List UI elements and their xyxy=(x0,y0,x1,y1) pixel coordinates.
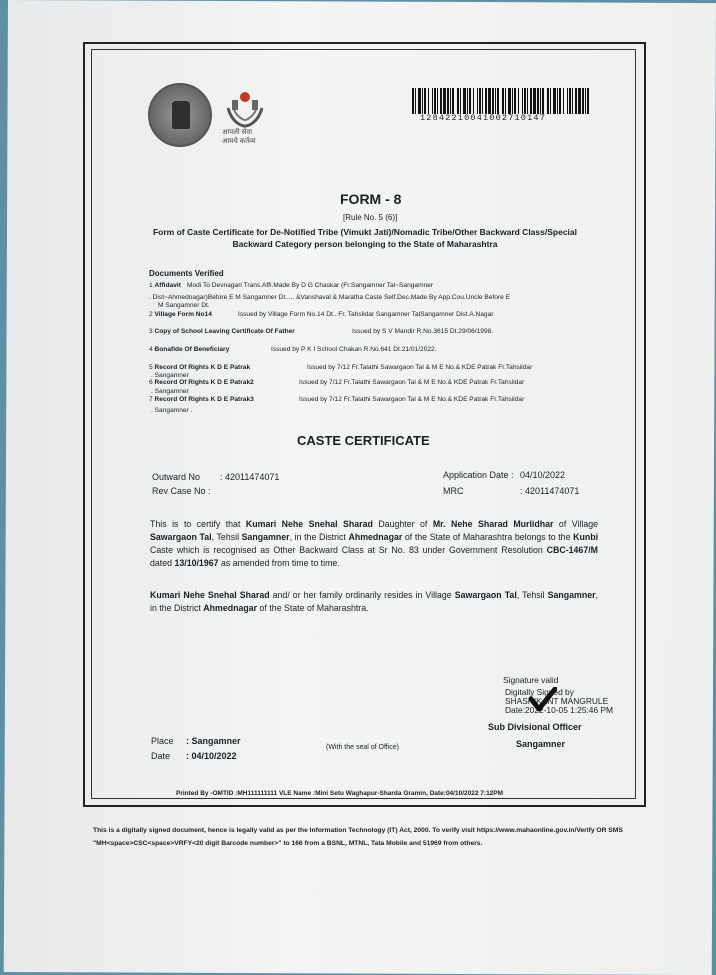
barcode-number: 128422100410027101​47 xyxy=(420,113,547,123)
setu-logo-text: आपली सेवा आमचे कर्तव्य xyxy=(222,129,256,145)
doc-item-7-cont: . Sangamner . xyxy=(151,407,193,414)
outward-no-label: Outward No xyxy=(152,472,201,482)
doc-item-1: 1 Affidavit Modi To Devnagari Trans.Affi.Made By D G Chaskar (Fr.Sangamner Tal~Sangamner xyxy=(149,282,434,289)
doc-item-3: 3 Copy of School Leaving Certificate Of Father Issued by S V Mandir R.No.3615 Dt.29/06/1998. xyxy=(149,328,494,335)
digitally-signed-by: Digitally Signed by xyxy=(505,687,574,697)
form-title: FORM - 8 xyxy=(340,191,402,207)
disclaimer-text: This is a digitally signed document, hence is legally valid as per the Information Technology (IT) Act, 2000. To verify visit https://www.mahaonline.gov.in/Verify OR SMS "MH<space>CSC<space>VRFY<20 digit Barcode number>" to 166 from a BSNL, MTNL, Tata Mobile and 51969 from others. xyxy=(93,827,623,847)
rule-number: [Rule No. 5 (6)] xyxy=(343,213,398,222)
application-date-label: Application Date : xyxy=(443,470,514,480)
place-label: Place xyxy=(151,736,174,746)
certificate-paragraph-1: This is to certify that Kumari Nehe Snehal Sharad Daughter of Mr. Nehe Sharad Murlidhar of Village Sawargaon Tal, Tehsil Sangamner, in the District Ahmednagar of the State of Maharashtra belongs to the Kunbi Caste which is recognised as Other Backward Class at Sr No. 83 under Government Resolution CBC-1467/M dated 13/10/1967 as amended from time to time. xyxy=(150,519,599,568)
mrc-value: : 42011474071 xyxy=(520,486,580,496)
doc-item-5: 5 Record Of Rights K D E Patrak Issued by 7/12 Fr.Talathi Sawargaon Tal & M E No.& KDE Patrak Fr.Tahsildar xyxy=(149,364,533,371)
doc-item-5-cont: . Sangamner xyxy=(151,372,189,379)
doc-item-6-cont: . Sangamner xyxy=(151,388,189,395)
date-value: : 04/10/2022 xyxy=(186,751,237,761)
government-seal-icon xyxy=(148,83,212,147)
application-date-value: 04/10/2022 xyxy=(520,470,566,480)
doc-item-7: 7 Record Of Rights K D E Patrak3 Issued by 7/12 Fr.Talathi Sawargaon Tal & M E No.& KDE Patrak Fr.Tahsildar xyxy=(149,396,525,403)
place-value: : Sangamner xyxy=(186,736,241,746)
signer-name: SHASHIKANT MANGRULE xyxy=(505,696,609,706)
doc-item-1-cont2: M Sangamner Dt. xyxy=(158,302,210,309)
doc-item-6: 6 Record Of Rights K D E Patrak2 Issued by 7/12 Fr.Talathi Sawargaon Tal & M E No.& KDE Patrak Fr.Tahsildar xyxy=(149,379,525,386)
checkmark-icon xyxy=(529,687,557,713)
documents-heading: Documents Verified xyxy=(149,269,224,278)
officer-place: Sangamner xyxy=(516,739,566,749)
date-label: Date xyxy=(151,751,171,761)
doc-item-2: 2 Village Form No14 Issued by Village Form No.14 Dt.. Fr. Tahsildar Sangamner TalSangamner Dist.A.Nagar xyxy=(149,311,494,318)
doc-item-4: 4 Bonafide Of Beneficiary Issued by P K I School Chakan R.No.641 Dt.21/01/2022. xyxy=(149,346,437,353)
rev-case-label: Rev Case No : xyxy=(152,486,211,496)
officer-title: Sub Divisional Officer xyxy=(488,722,582,732)
barcode-icon xyxy=(412,88,590,114)
outward-no-value: : 42011474071 xyxy=(220,472,280,482)
printed-by-line: Printed By -OMTID :MH111111111 VLE Name :Mini Setu Waghapur-Sharda Gramin, Date:04/10/2022 7:12PM xyxy=(176,790,504,797)
seal-note: (With the seal of Office) xyxy=(326,744,400,751)
doc-item-1-cont: . Dist~Ahmednagar)Before E M Sangamner Dt..... &Vanshaval & Maratha Caste Self.Dec.Made By App.Cou.Uncle Before E xyxy=(149,294,511,301)
mrc-label: MRC xyxy=(443,486,464,496)
signature-valid: Signature valid xyxy=(503,675,559,685)
form-subtitle: Form of Caste Certificate for De-Notified Tribe (Vimukt Jati)/Nomadic Tribe/Other Backward Class/Special Backward Category person belonging to the State of Maharashtra xyxy=(152,227,577,249)
signature-date: Date:2022-10-05 1:25:46 PM xyxy=(505,705,614,715)
certificate-paragraph-2: Kumari Nehe Snehal Sharad and/ or her family ordinarily resides in Village Sawargaon Tal, Tehsil Sangamner, in the District Ahmednagar of the State of Maharashtra. xyxy=(150,590,598,613)
caste-certificate-heading: CASTE CERTIFICATE xyxy=(297,433,430,448)
